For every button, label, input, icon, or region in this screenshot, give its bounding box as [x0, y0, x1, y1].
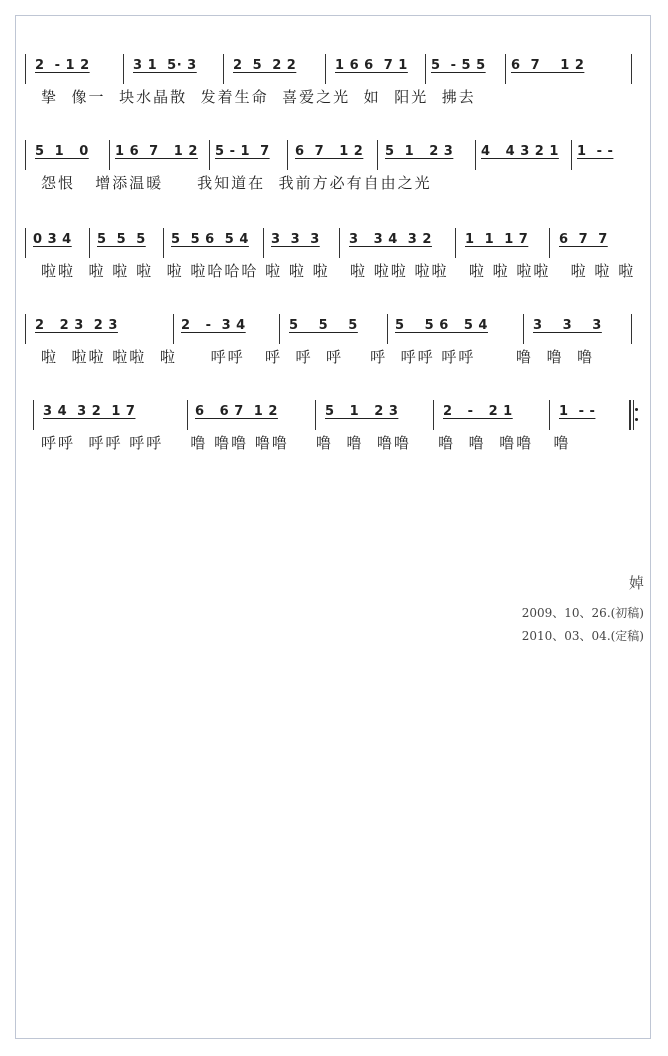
- barline: [549, 228, 550, 258]
- measure: 1 - -: [559, 404, 596, 419]
- measure: 5 1 2 3: [325, 404, 399, 419]
- barline: [109, 140, 110, 170]
- barline: [325, 54, 326, 84]
- measure: 5 - 1 7: [215, 144, 270, 159]
- barline: [387, 314, 388, 344]
- measure: 3 3 3: [271, 232, 320, 247]
- measure: 3 4 3 2 1 7: [43, 404, 136, 419]
- lyrics-line: 呼呼 呼呼 呼呼 噜 噜噜 噜噜 噜 噜 噜噜 噜 噜 噜噜 噜: [41, 434, 571, 452]
- barline: [523, 314, 524, 344]
- lyrics-line: 啦 啦啦 啦啦 啦 呼呼 呼 呼 呼 呼 呼呼 呼呼 噜 噜 噜: [41, 348, 595, 366]
- measure: 6 7 7: [559, 232, 608, 247]
- measure: 3 3 4 3 2: [349, 232, 432, 247]
- measure: 5 - 5 5: [431, 58, 486, 73]
- notes-line: [25, 304, 645, 344]
- barline: [315, 400, 316, 430]
- barline: [25, 314, 26, 344]
- measure: 2 2 3 2 3: [35, 318, 118, 333]
- measure: 4 4 3 2 1: [481, 144, 559, 159]
- measure: 3 1 5· 3: [133, 58, 197, 73]
- measure: 1 1 1 7: [465, 232, 529, 247]
- barline: [209, 140, 210, 170]
- barline: [549, 400, 550, 430]
- barline: [25, 228, 26, 258]
- measure: 6 7 1 2: [511, 58, 585, 73]
- barline: [633, 400, 634, 430]
- final-date: 2010、03、04.(定稿): [521, 629, 644, 643]
- barline: [631, 54, 632, 84]
- measure: 5 5 6 5 4: [395, 318, 488, 333]
- notes-line: [25, 390, 645, 430]
- final-barline: [629, 400, 631, 430]
- barline: [279, 314, 280, 344]
- barline: [163, 228, 164, 258]
- author-name: 婥: [628, 574, 644, 592]
- measure: 1 6 6 7 1: [335, 58, 408, 73]
- barline: [377, 140, 378, 170]
- measure: 3 3 3: [533, 318, 602, 333]
- barline: [25, 140, 26, 170]
- notes-line: [25, 130, 645, 170]
- notes-line: [25, 218, 645, 258]
- barline: [89, 228, 90, 258]
- measure: 0 3 4: [33, 232, 72, 247]
- measure: 1 - -: [577, 144, 614, 159]
- barline: [631, 314, 632, 344]
- measure: 2 - 2 1: [443, 404, 513, 419]
- repeat-dots: [635, 400, 639, 430]
- barline: [475, 140, 476, 170]
- measure: 5 1 2 3: [385, 144, 454, 159]
- barline: [173, 314, 174, 344]
- lyrics-line: 挚 像一 块水晶散 发着生命 喜爱之光 如 阳光 拂去: [41, 88, 476, 106]
- measure: 2 - 3 4: [181, 318, 246, 333]
- measure: 5 5 5: [97, 232, 146, 247]
- barline: [425, 54, 426, 84]
- lyrics-line: 啦啦 啦 啦 啦 啦 啦哈哈哈 啦 啦 啦 啦 啦啦 啦啦 啦 啦 啦啦 啦 啦 啦: [41, 262, 636, 280]
- barline: [571, 140, 572, 170]
- barline: [287, 140, 288, 170]
- barline: [339, 228, 340, 258]
- measure: 6 6 7 1 2: [195, 404, 278, 419]
- notes-line: [25, 44, 645, 84]
- barline: [187, 400, 188, 430]
- barline: [433, 400, 434, 430]
- measure: 2 5 2 2: [233, 58, 297, 73]
- barline: [123, 54, 124, 84]
- barline: [223, 54, 224, 84]
- measure: 5 5 5: [289, 318, 358, 333]
- barline: [505, 54, 506, 84]
- measure: 2 - 1 2: [35, 58, 90, 73]
- measure: 6 7 1 2: [295, 144, 364, 159]
- barline: [25, 54, 26, 84]
- barline: [455, 228, 456, 258]
- barline: [33, 400, 34, 430]
- barline: [263, 228, 264, 258]
- measure: 5 5 6 5 4: [171, 232, 249, 247]
- measure: 5 1 0: [35, 144, 89, 159]
- draft-date: 2009、10、26.(初稿): [521, 606, 644, 620]
- measure: 1 6 7 1 2: [115, 144, 198, 159]
- lyrics-line: 怨恨 增添温暖 我知道在 我前方必有自由之光: [41, 174, 432, 192]
